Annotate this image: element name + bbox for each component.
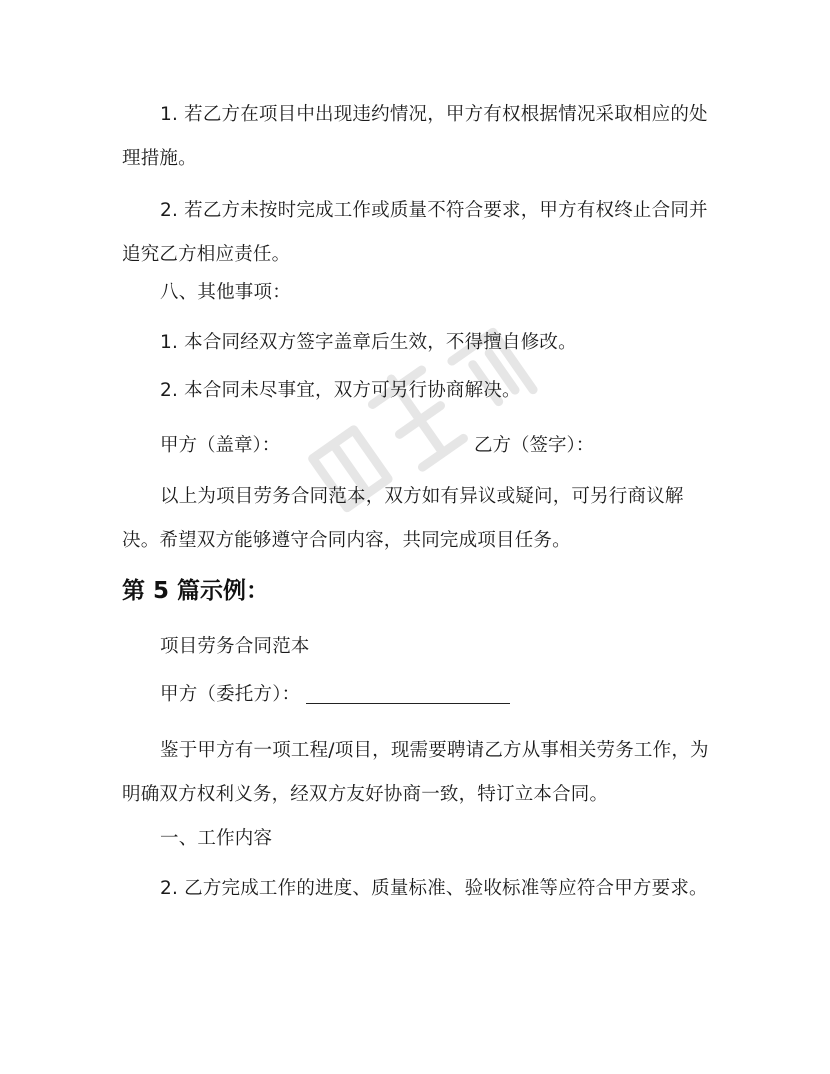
signature-party-a: 甲方（盖章）： — [160, 435, 281, 456]
example-heading: 第 5 篇示例： — [122, 578, 270, 604]
section-heading-other-matters: 八、其他事项： — [160, 282, 291, 303]
client-label: 甲方（委托方）： — [160, 684, 301, 705]
paragraph-breach-measures: 1. 若乙方在项目中出现违约情况，甲方有权根据情况采取相应的处理措施。 — [122, 104, 708, 169]
paragraph-effectiveness: 1. 本合同经双方签字盖章后生效，不得擅自修改。 — [160, 332, 577, 353]
section-heading-work-content: 一、工作内容 — [160, 828, 273, 849]
paragraph-work-standards: 2. 乙方完成工作的进度、质量标准、验收标准等应符合甲方要求。 — [160, 878, 708, 899]
paragraph-unresolved-matters: 2. 本合同未尽事宜，双方可另行协商解决。 — [160, 380, 521, 401]
signature-party-b: 乙方（签字）： — [474, 435, 595, 456]
paragraph-whereas: 鉴于甲方有一项工程/项目，现需要聘请乙方从事相关劳务工作，为明确双方权利义务，经双方友好协商一致，特订立本合同。 — [122, 740, 709, 805]
contract-title: 项目劳务合同范本 — [160, 636, 310, 657]
paragraph-closing: 以上为项目劳务合同范本，双方如有异议或疑问，可另行商议解决。希望双方能够遵守合同内容，共同完成项目任务。 — [122, 486, 684, 551]
client-line — [122, 673, 712, 717]
paragraph-termination: 2. 若乙方未按时完成工作或质量不符合要求，甲方有权终止合同并追究乙方相应责任。 — [122, 200, 708, 265]
client-blank-field — [306, 683, 510, 704]
